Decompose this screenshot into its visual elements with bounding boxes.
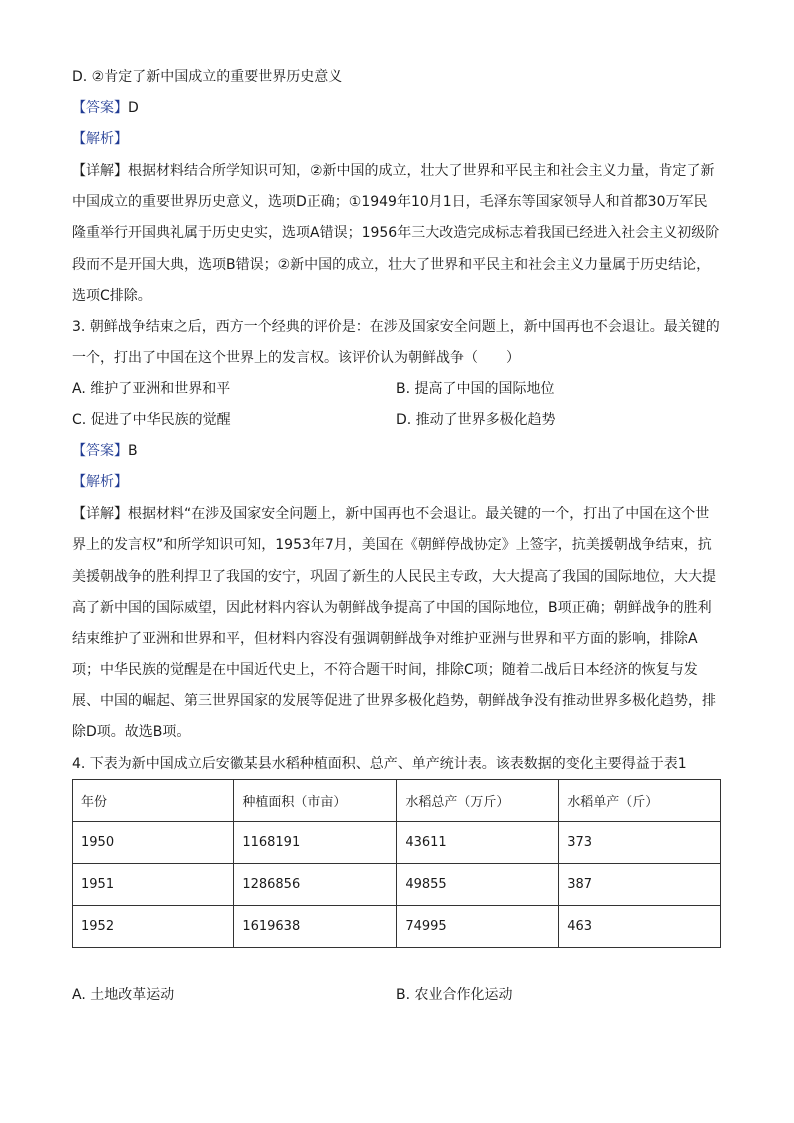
- table-row: [73, 906, 721, 948]
- q2-detail-line: 选项C排除。: [72, 288, 152, 304]
- q3-detail-line: 【详解】根据材料“在涉及国家安全问题上，新中国再也不会退让。最关键的一个，打出了中国在这个世: [72, 506, 710, 522]
- table-cell: 1950: [73, 822, 234, 864]
- table-cell: 463: [559, 906, 721, 948]
- q3-detail-line: 结束维护了亚洲和世界和平，但材料内容没有强调朝鲜战争对维护亚洲与世界和平方面的影响，排除A: [72, 631, 698, 647]
- q3-detail-line: 高了新中国的国际威望，因此材料内容认为朝鲜战争提高了中国的国际地位，B项正确；朝鲜战争的胜利: [72, 600, 712, 616]
- table-cell: 1286856: [234, 864, 397, 906]
- q2-detail-line: 中国成立的重要世界历史意义，选项D正确；①1949年10月1日，毛泽东等国家领导人和首都30万军民: [72, 194, 708, 210]
- q2-detail-line: 【详解】根据材料结合所学知识可知，②新中国的成立，壮大了世界和平民主和社会主义力量，肯定了新: [72, 163, 715, 179]
- answer-tag: 【答案】: [72, 443, 128, 459]
- q2-answer-line: [72, 98, 139, 118]
- table-cell: 43611: [397, 822, 559, 864]
- table-header-row: [73, 780, 721, 822]
- answer-tag: 【答案】: [72, 100, 128, 116]
- q4-data-table: [72, 779, 721, 948]
- q4-stem: 4. 下表为新中国成立后安徽某县水稻种植面积、总产、单产统计表。该表数据的变化主要得益于表1: [72, 756, 687, 772]
- q3-answer-line: [72, 441, 138, 461]
- answer-value: B: [128, 443, 138, 459]
- table-header-cell: 水稻总产（万斤）: [397, 780, 559, 822]
- q3-stem-line: 一个，打出了中国在这个世界上的发言权。该评价认为朝鲜战争（ ）: [72, 350, 520, 366]
- q3-option-b: B. 提高了中国的国际地位: [396, 381, 555, 397]
- answer-value: D: [128, 100, 139, 116]
- table-cell: 1619638: [234, 906, 397, 948]
- q3-detail-line: 除D项。故选B项。: [72, 724, 191, 740]
- table-header-cell: 水稻单产（斤）: [559, 780, 721, 822]
- q4-option-a: A. 土地改革运动: [72, 987, 175, 1003]
- q3-detail-line: 美援朝战争的胜利捍卫了我国的安宁，巩固了新生的人民民主专政，大大提高了我国的国际地位，大大提: [72, 569, 716, 585]
- q3-detail-line: 项；中华民族的觉醒是在中国近代史上，不符合题干时间，排除C项；随着二战后日本经济的恢复与发: [72, 662, 698, 678]
- q3-option-c: C. 促进了中华民族的觉醒: [72, 412, 231, 428]
- q3-detail-line: 展、中国的崛起、第三世界国家的发展等促进了世界多极化趋势，朝鲜战争没有推动世界多极化趋势，排: [72, 693, 716, 709]
- q2-analysis-tag: 【解析】: [72, 131, 128, 147]
- table-cell: 74995: [397, 906, 559, 948]
- q2-option-d: D. ②肯定了新中国成立的重要世界历史意义: [72, 69, 343, 85]
- table-row: [73, 822, 721, 864]
- table-cell: 49855: [397, 864, 559, 906]
- table-row: [73, 864, 721, 906]
- q2-detail-line: 段而不是开国大典，选项B错误；②新中国的成立，壮大了世界和平民主和社会主义力量属于历史结论，: [72, 257, 711, 273]
- table-cell: 1952: [73, 906, 234, 948]
- table-cell: 1951: [73, 864, 234, 906]
- q3-detail-line: 界上的发言权”和所学知识可知，1953年7月，美国在《朝鲜停战协定》上签字，抗美援朝战争结束，抗: [72, 537, 712, 553]
- q3-analysis-tag: 【解析】: [72, 474, 128, 490]
- q4-option-b: B. 农业合作化运动: [396, 987, 513, 1003]
- q2-detail-line: 隆重举行开国典礼属于历史史实，选项A错误；1956年三大改造完成标志着我国已经进入社会主义初级阶: [72, 225, 720, 241]
- q3-option-d: D. 推动了世界多极化趋势: [396, 412, 556, 428]
- table-cell: 373: [559, 822, 721, 864]
- table-header-cell: 年份: [73, 780, 234, 822]
- table-cell: 1168191: [234, 822, 397, 864]
- q3-stem-line: 3. 朝鲜战争结束之后，西方一个经典的评价是：在涉及国家安全问题上，新中国再也不会退让。最关键的: [72, 319, 720, 335]
- table-header-cell: 种植面积（市亩）: [234, 780, 397, 822]
- q3-option-a: A. 维护了亚洲和世界和平: [72, 381, 231, 397]
- table-cell: 387: [559, 864, 721, 906]
